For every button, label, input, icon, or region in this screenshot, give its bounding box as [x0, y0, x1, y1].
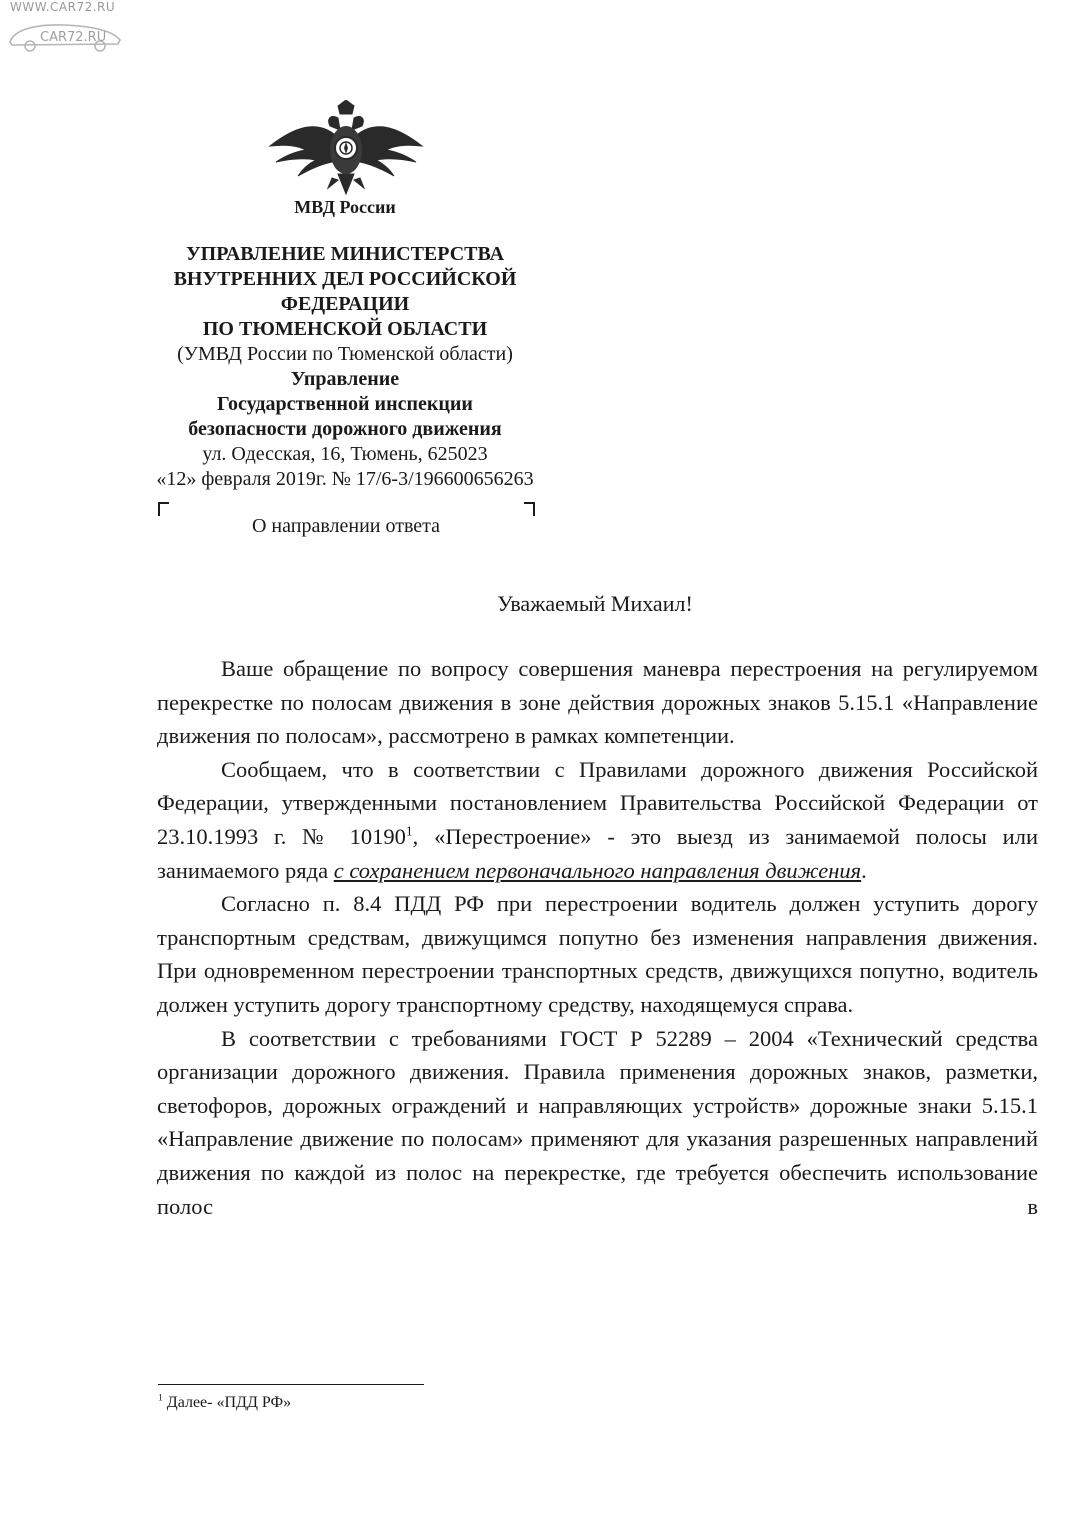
address-corner-mark-right: [524, 502, 535, 516]
ministry-short-name: МВД России: [294, 197, 396, 217]
footnote-separator: [158, 1384, 424, 1385]
watermark-url: WWW.CAR72.RU: [10, 0, 116, 14]
department-line: Государственной инспекции: [217, 393, 473, 415]
p2-text-start: Сообщаем, что в соответствии с Правилами дорожного движения Российской Федерации, утвержденными постановлением Правительства Российской Федерации от 23.10.1993 г. № 10190: [157, 756, 1038, 849]
org-name-line: ВНУТРЕННИХ ДЕЛ РОССИЙСКОЙ: [173, 268, 517, 290]
double-headed-eagle-emblem-icon: [268, 100, 424, 196]
body-paragraph-4: В соответствии с требованиями ГОСТ Р 52289 – 2004 «Технический средства организации дорожного движения. Правила применения дорожных знаков, разметки, светофоров, дорожных ограждений и направляющих устройств» дорожные знаки 5.15.1 «Направление движение по полосам» применяют для указания разрешенных направлений движения по каждой из полос на перекрестке, где требуется обеспечить использование полос в: [157, 1025, 1038, 1219]
footnote-reference: 1: [405, 823, 413, 839]
p2-emphasized-text: с сохранением первоначального направления движения: [333, 857, 862, 883]
body-paragraph-2: [157, 753, 1038, 887]
p2-text-end: .: [861, 857, 867, 883]
letter-subject: О направлении ответа: [251, 515, 441, 537]
body-paragraph-3: Согласно п. 8.4 ПДД РФ при перестроении водитель должен уступить дорогу транспортным средствам, движущимся попутно без изменения направления движения. При одновременном перестроении транспортных средств, движущихся попутно, водитель должен уступить дорогу транспортному средству, находящемуся справа.: [157, 891, 1038, 1017]
letter-body: [157, 652, 1038, 1223]
car-logo-icon: [4, 16, 124, 56]
salutation: Уважаемый Михаил!: [497, 591, 693, 616]
department-line: безопасности дорожного движения: [188, 418, 502, 440]
org-abbreviation: (УМВД России по Тюменской области): [177, 343, 513, 365]
watermark-logo-text: CAR72.RU: [40, 30, 107, 45]
org-name-line: ПО ТЮМЕНСКОЙ ОБЛАСТИ: [202, 318, 488, 340]
watermark: [4, 0, 134, 56]
body-paragraph-1: Ваше обращение по вопросу совершения маневра перестроения на регулируемом перекрестке по полосам движения в зоне действия дорожных знаков 5.15.1 «Направление движения по полосам», рассмотрено в рамках компетенции.: [157, 656, 1038, 749]
department-line: Управление: [290, 368, 400, 390]
address: ул. Одесская, 16, Тюмень, 625023: [202, 443, 488, 465]
date-and-reference-number: «12» февраля 2019г. № 17/6-3/196600656263: [156, 468, 534, 490]
footnote-text: Далее- «ПДД РФ»: [162, 1394, 292, 1411]
org-name-line: УПРАВЛЕНИЕ МИНИСТЕРСТВА: [185, 243, 505, 265]
footnote-marker: 1: [158, 1392, 163, 1404]
footnote: [158, 1394, 291, 1412]
address-corner-mark-left: [158, 502, 169, 516]
org-name-line: ФЕДЕРАЦИИ: [280, 293, 410, 315]
p2-text-middle: , «Перестроение» - это выезд из занимаемой полосы или занимаемого ряда: [157, 823, 1038, 883]
letterhead: [140, 242, 550, 492]
